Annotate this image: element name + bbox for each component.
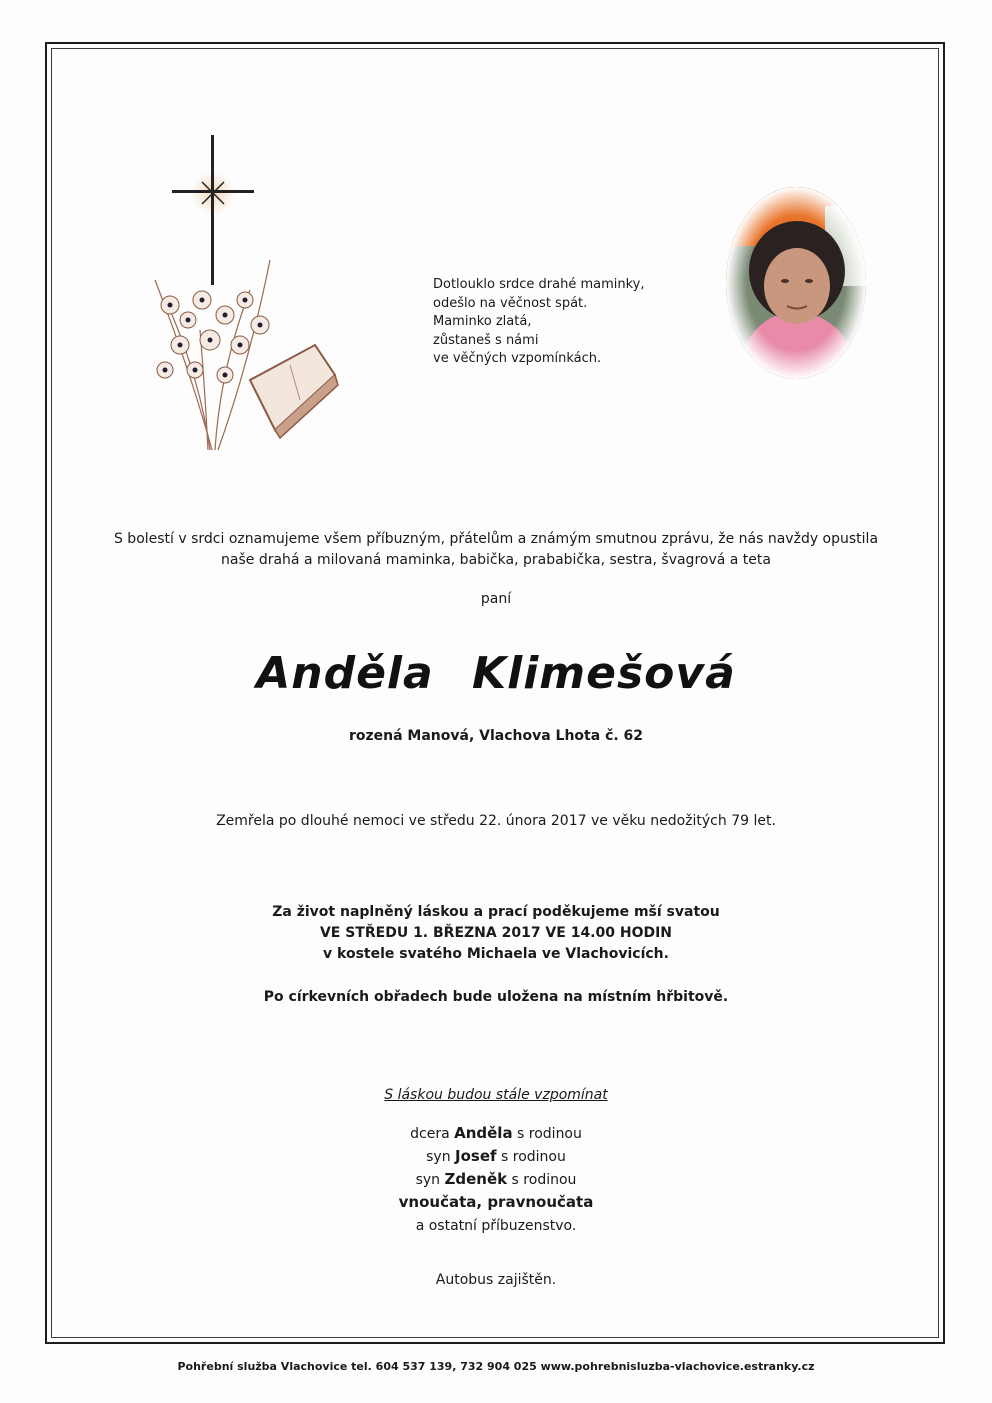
footer-contact: Pohřební služba Vlachovice tel. 604 537 139, 732 904 025 www.pohrebnisluzba-vlachovice.estranky.cz [177, 1360, 815, 1373]
cross-flowers-book-icon [140, 130, 340, 460]
mourner-row [0, 1122, 992, 1145]
mourner-relation: a ostatní příbuzenstvo. [415, 1218, 577, 1234]
mourner-suffix: s rodinou [512, 1126, 582, 1142]
poem [433, 276, 644, 369]
mourners-list [0, 1122, 992, 1237]
poem-line: odešlo na věčnost spát. [433, 295, 588, 311]
service-line: Za život naplněný láskou a prací poděkujeme mší svatou [272, 904, 720, 920]
mourners-heading: S láskou budou stále vzpomínat [384, 1087, 608, 1103]
poem-line: ve věčných vzpomínkách. [433, 351, 602, 366]
mourner-relation: syn [426, 1149, 456, 1165]
portrait-photo [725, 186, 867, 380]
mourner-suffix: s rodinou [507, 1172, 577, 1188]
mourner-row [0, 1168, 992, 1191]
mourner-name: Josef [455, 1147, 497, 1165]
salutation: paní [480, 591, 512, 607]
origin-line: rozená Manová, Vlachova Lhota č. 62 [348, 728, 644, 744]
announcement-line: naše drahá a milovaná maminka, babička, prababička, sestra, švagrová a teta [221, 552, 771, 568]
announcement [0, 529, 992, 571]
mourner-name: vnoučata, pravnoučata [398, 1193, 594, 1211]
announcement-line: S bolestí v srdci oznamujeme všem příbuzným, přátelům a známým smutnou zprávu, že nás navždy opustila [113, 531, 879, 547]
mourner-relation: dcera [410, 1126, 455, 1142]
deceased-name: Anděla Klimešová [256, 648, 736, 699]
mourner-row [0, 1145, 992, 1168]
mourners-heading-wrap [0, 1084, 992, 1103]
service-place: v kostele svatého Michaela ve Vlachovicích. [323, 946, 669, 962]
mourner-name: Anděla [454, 1124, 513, 1142]
burial-note: Po církevních obřadech bude uložena na místním hřbitově. [263, 989, 729, 1005]
service-info [0, 902, 992, 965]
service-datetime: VE STŘEDU 1. BŘEZNA 2017 VE 14.00 HODIN [319, 925, 673, 941]
poem-line: Maminko zlatá, [433, 314, 532, 329]
poem-line: Dotlouklo srdce drahé maminky, [433, 277, 645, 292]
mourner-name: Zdeněk [444, 1170, 508, 1188]
poem-line: zůstaneš s námi [433, 332, 539, 348]
death-note: Zemřela po dlouhé nemoci ve středu 22. února 2017 ve věku nedožitých 79 let. [216, 813, 776, 829]
mourner-row [0, 1191, 992, 1214]
bus-note: Autobus zajištěn. [435, 1272, 557, 1288]
mourner-relation: syn [415, 1172, 445, 1188]
mourner-row [0, 1214, 992, 1237]
mourner-suffix: s rodinou [496, 1149, 566, 1165]
